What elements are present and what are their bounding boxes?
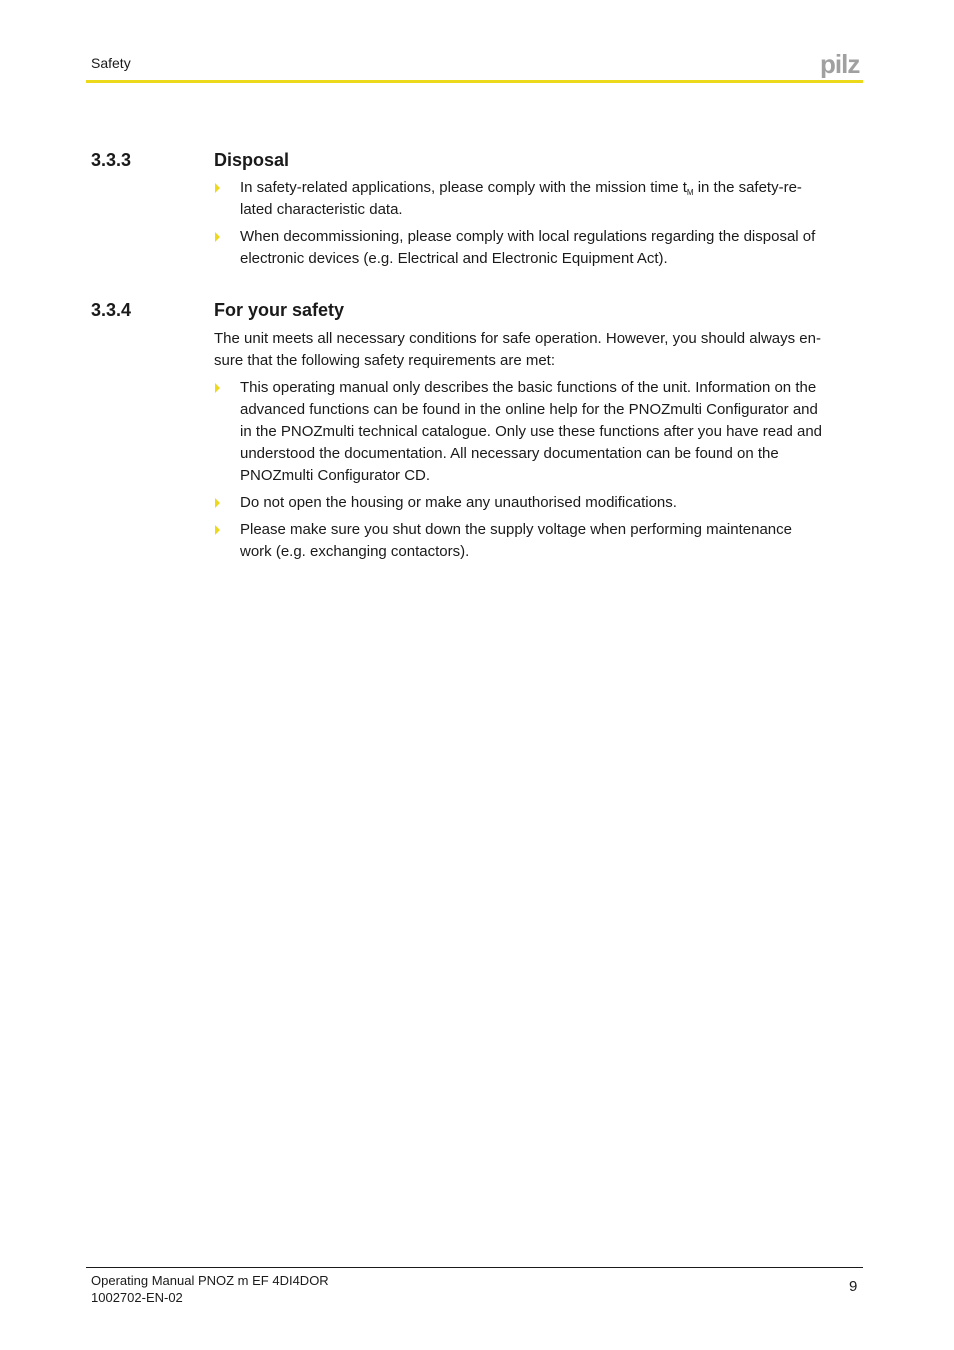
footer-manual-title: Operating Manual PNOZ m EF 4DI4DOR bbox=[91, 1273, 329, 1288]
section-title: For your safety bbox=[214, 300, 345, 320]
bullet-line: advanced functions can be found in the online help for the PNOZmulti Configurator and bbox=[240, 401, 818, 418]
bullet-line: electronic devices (e.g. Electrical and Electronic Equipment Act). bbox=[240, 250, 668, 267]
section-title: Disposal bbox=[214, 150, 290, 170]
page-number: 9 bbox=[849, 1278, 858, 1295]
footer-divider bbox=[86, 1267, 863, 1268]
header-title: Safety bbox=[91, 55, 131, 71]
bullet-arrow-icon bbox=[215, 383, 220, 393]
bullet-line: Do not open the housing or make any unauthorised modifications. bbox=[240, 494, 677, 511]
footer-document-id: 1002702-EN-02 bbox=[91, 1290, 183, 1305]
section-intro bbox=[214, 328, 866, 372]
header-divider bbox=[86, 80, 863, 83]
section-number: 3.3.4 bbox=[91, 300, 132, 320]
bullet-arrow-icon bbox=[215, 183, 220, 193]
bullet-line: In safety-related applications, please comply with the mission time $t_M$ in the safety-re- bbox=[240, 179, 802, 197]
bullet-line: in the PNOZmulti technical catalogue. Only use these functions after you have read and bbox=[240, 423, 822, 440]
intro-line: sure that the following safety requirements are met: bbox=[214, 352, 556, 369]
bullet-line: lated characteristic data. bbox=[240, 201, 403, 218]
bullet-arrow-icon bbox=[215, 232, 220, 242]
bullet-arrow-icon bbox=[215, 498, 220, 508]
bullet-line: understood the documentation. All necessary documentation can be found on the bbox=[240, 445, 779, 462]
section-number: 3.3.3 bbox=[91, 150, 132, 170]
bullet-line: This operating manual only describes the basic functions of the unit. Information on the bbox=[240, 379, 817, 396]
bullet-line: PNOZmulti Configurator CD. bbox=[240, 467, 431, 484]
pilz-logo bbox=[820, 50, 864, 78]
svg-text:pilz: pilz bbox=[820, 50, 860, 78]
bullet-arrow-icon bbox=[215, 525, 220, 535]
bullet-line: Please make sure you shut down the supply voltage when performing maintenance bbox=[240, 521, 792, 538]
bullet-line: work (e.g. exchanging contactors). bbox=[240, 543, 470, 560]
intro-line: The unit meets all necessary conditions for safe operation. However, you should always en- bbox=[214, 330, 821, 347]
bullet-line: When decommissioning, please comply with local regulations regarding the disposal of bbox=[240, 228, 816, 245]
